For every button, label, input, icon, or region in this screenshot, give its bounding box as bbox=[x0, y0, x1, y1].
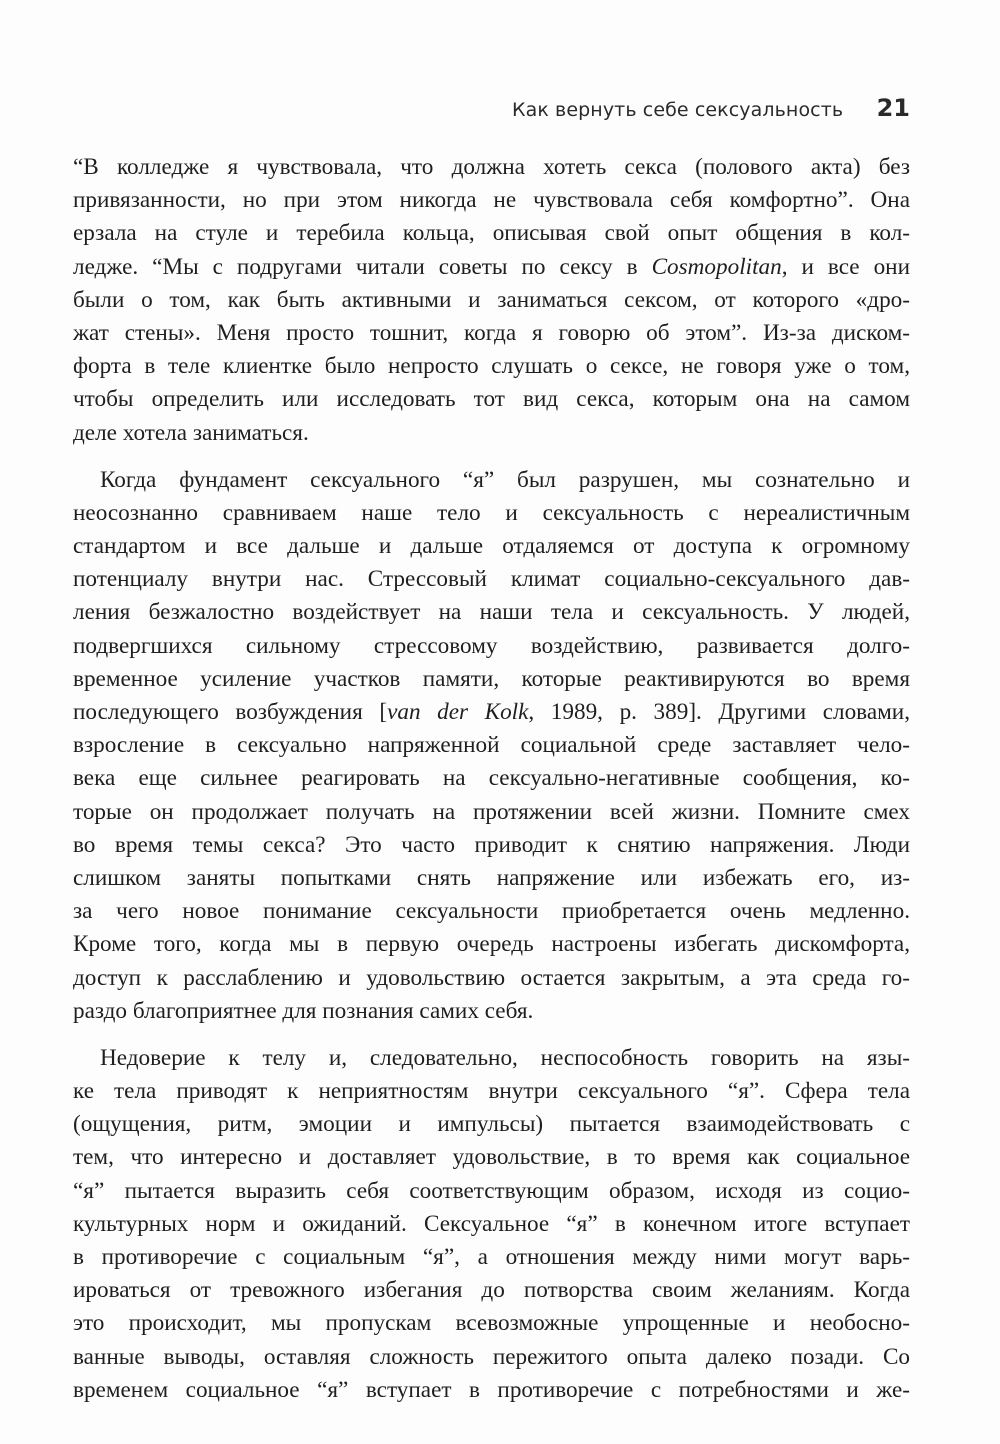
text-line bbox=[73, 663, 910, 696]
text-line bbox=[73, 284, 910, 317]
text-segment: деле хотела заниматься. bbox=[73, 419, 309, 446]
text-line bbox=[73, 1075, 910, 1108]
text-line bbox=[73, 1108, 910, 1141]
text-line bbox=[73, 417, 910, 450]
text-line bbox=[73, 1208, 910, 1241]
text-segment: подвергшихся сильному стрессовому воздействию, развивается долго- bbox=[73, 632, 910, 659]
italic-term: Cosmopolitan bbox=[651, 253, 782, 280]
text-segment: культурных норм и ожиданий. Сексуальное “я” в конечном итоге вступает bbox=[73, 1210, 910, 1237]
text-line bbox=[73, 350, 910, 383]
text-segment: последующего возбуждения [ bbox=[73, 699, 388, 725]
text-segment: привязанности, но при этом никогда не чувствовала себя комфортно”. Она bbox=[73, 187, 910, 214]
text-segment: в противоречие с социальным “я”, а отношения между ними могут варь- bbox=[73, 1244, 910, 1270]
italic-term: van der Kolk bbox=[387, 699, 529, 725]
text-segment: взросление в сексуально напряженной социальной среде заставляет чело- bbox=[73, 732, 910, 759]
text-segment: раздо благоприятнее для познания самих себя. bbox=[73, 997, 534, 1024]
text-segment: слишком заняты попытками снять напряжение или избежать его, из- bbox=[73, 864, 910, 891]
text-segment: ке тела приводят к неприятностям внутри сексуального “я”. Сфера тела bbox=[73, 1078, 910, 1105]
text-segment: жат стены». Меня просто тошнит, когда я говорю об этом”. Из-за диском- bbox=[73, 319, 910, 346]
text-segment: это происходит, мы пропускам всевозможные упрощенные и необосно- bbox=[73, 1310, 910, 1337]
body-text bbox=[73, 151, 910, 1407]
text-line bbox=[73, 596, 910, 629]
running-title: Как вернуть себе сексуальность bbox=[512, 99, 844, 121]
text-line bbox=[73, 464, 910, 497]
text-segment: торые он продолжает получать на протяжении всей жизни. Помните смех bbox=[73, 798, 910, 825]
text-segment: во время темы секса? Это часто приводит к снятию напряжения. Люди bbox=[73, 831, 910, 858]
text-segment: ледже. “Мы с подругами читали советы по сексу в bbox=[73, 253, 652, 280]
text-segment: потенциалу внутри нас. Стрессовый климат социально-сексуального дав- bbox=[73, 566, 910, 593]
text-line bbox=[73, 317, 910, 350]
page-number: 21 bbox=[876, 94, 910, 122]
text-line bbox=[73, 1241, 910, 1274]
text-segment: “В колледже я чувствовала, что должна хотеть секса (полового акта) без bbox=[73, 154, 910, 180]
text-segment: неосознанно сравниваем наше тело и сексуальность с нереалистичным bbox=[73, 499, 910, 526]
text-line bbox=[73, 796, 910, 829]
text-line bbox=[73, 251, 910, 284]
text-segment: доступ к расслаблению и удовольствию остается закрытым, а эта среда го- bbox=[73, 964, 910, 991]
text-line bbox=[73, 962, 910, 995]
text-line bbox=[73, 151, 910, 184]
paragraph-gap bbox=[73, 450, 910, 464]
paragraph bbox=[73, 151, 910, 450]
text-line bbox=[73, 497, 910, 530]
text-segment: ерзала на стуле и теребила кольца, описывая свой опыт общения в кол- bbox=[73, 220, 910, 247]
text-segment: временем социальное “я” вступает в противоречие с потребностями и же- bbox=[73, 1376, 910, 1403]
text-line bbox=[73, 928, 910, 961]
text-line bbox=[73, 530, 910, 563]
text-segment: форта в теле клиентке было непросто слушать о сексе, не говоря уже о том, bbox=[73, 353, 910, 380]
text-segment: Когда фундамент сексуального “я” был разрушен, мы сознательно и bbox=[100, 466, 910, 493]
text-line bbox=[73, 729, 910, 762]
text-line bbox=[73, 862, 910, 895]
text-segment: , 1989, p. 389]. Другими словами, bbox=[528, 699, 910, 725]
text-line bbox=[73, 630, 910, 663]
text-segment: , и все они bbox=[781, 253, 910, 280]
text-line bbox=[73, 995, 910, 1028]
running-head bbox=[512, 94, 910, 128]
text-line bbox=[73, 1141, 910, 1174]
text-segment: временное усиление участков памяти, которые реактивируются во время bbox=[73, 665, 910, 692]
text-segment: (ощущения, ритм, эмоции и импульсы) пытается взаимодействовать с bbox=[73, 1111, 910, 1138]
text-line bbox=[73, 895, 910, 928]
paragraph-gap bbox=[73, 1028, 910, 1042]
text-line bbox=[73, 1307, 910, 1340]
text-segment: “я” пытается выразить себя соответствующим образом, исходя из социо- bbox=[73, 1177, 910, 1204]
text-segment: были о том, как быть активными и заниматься сексом, от которого «дро- bbox=[73, 286, 910, 313]
text-segment: Кроме того, когда мы в первую очередь настроены избегать дискомфорта, bbox=[73, 931, 910, 958]
text-line bbox=[73, 217, 910, 250]
text-line bbox=[73, 1042, 910, 1075]
paragraph bbox=[73, 464, 910, 1028]
text-line bbox=[73, 1341, 910, 1374]
text-segment: тем, что интересно и доставляет удовольствие, в то время как социальное bbox=[73, 1144, 910, 1171]
text-segment: ванные выводы, оставляя сложность пережитого опыта далеко позади. Со bbox=[73, 1343, 910, 1370]
text-segment: века еще сильнее реагировать на сексуально-негативные сообщения, ко- bbox=[73, 765, 910, 792]
text-segment: ления безжалостно воздействует на наши тела и сексуальность. У людей, bbox=[73, 599, 910, 626]
text-segment: Недоверие к телу и, следовательно, неспособность говорить на язы- bbox=[100, 1044, 910, 1071]
text-line bbox=[73, 829, 910, 862]
text-line bbox=[73, 1175, 910, 1208]
text-line bbox=[73, 184, 910, 217]
text-line bbox=[73, 1274, 910, 1307]
text-line bbox=[73, 762, 910, 795]
text-segment: за чего новое понимание сексуальности приобретается очень медленно. bbox=[73, 898, 910, 925]
text-segment: стандартом и все дальше и дальше отдаляемся от доступа к огромному bbox=[73, 533, 910, 560]
text-segment: ироваться от тревожного избегания до потворства своим желаниям. Когда bbox=[73, 1277, 910, 1304]
text-line bbox=[73, 383, 910, 416]
text-line bbox=[73, 1374, 910, 1407]
text-segment: чтобы определить или исследовать тот вид секса, которым она на самом bbox=[73, 386, 910, 413]
paragraph bbox=[73, 1042, 910, 1407]
text-line bbox=[73, 696, 910, 729]
text-line bbox=[73, 563, 910, 596]
